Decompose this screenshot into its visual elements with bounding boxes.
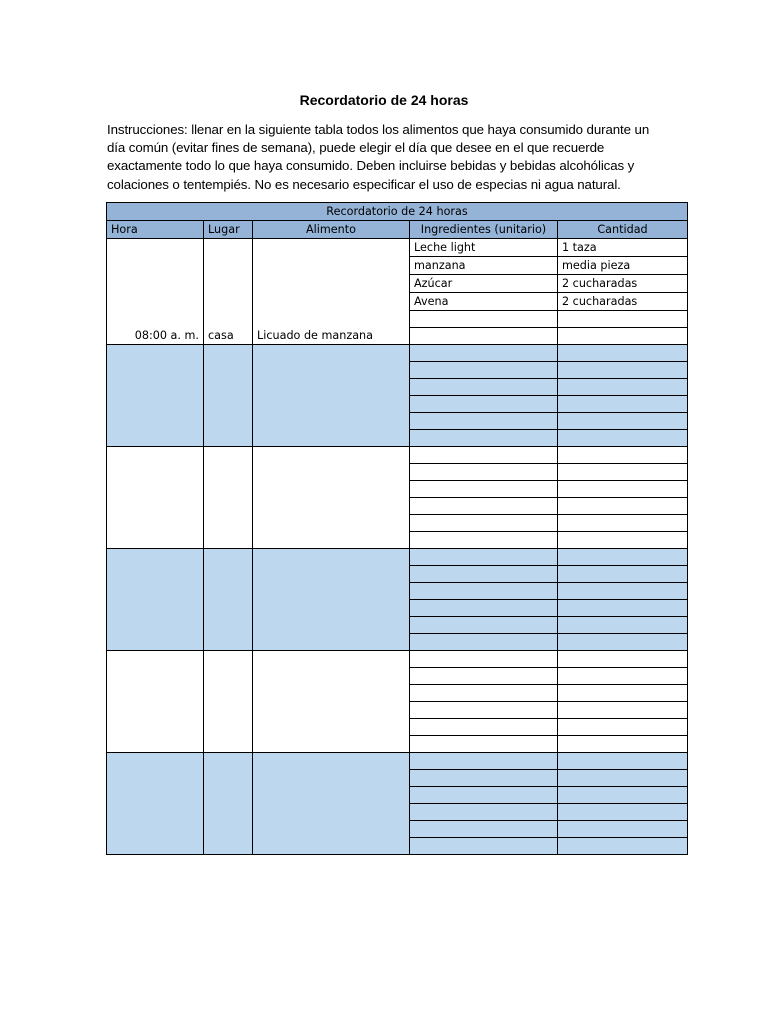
quantity-cell[interactable] [558,685,688,702]
quantity-cell[interactable]: 2 cucharadas [558,293,688,311]
ingredient-cell[interactable]: Leche light [410,239,558,257]
ingredient-cell[interactable] [410,821,558,838]
ingredient-cell[interactable] [410,634,558,651]
quantity-cell[interactable] [558,379,688,396]
quantity-cell[interactable] [558,362,688,379]
ingredient-cell[interactable] [410,719,558,736]
recall-table [106,202,688,855]
quantity-cell[interactable] [558,617,688,634]
table-row [107,549,688,566]
quantity-cell[interactable] [558,668,688,685]
ingredient-cell[interactable] [410,685,558,702]
quantity-cell[interactable] [558,549,688,566]
table-header-row [107,221,688,239]
meal-alimento-cell[interactable]: Licuado de manzana [253,239,410,345]
ingredient-cell[interactable]: manzana [410,257,558,275]
table-title: Recordatorio de 24 horas [107,203,688,221]
quantity-cell[interactable] [558,311,688,328]
ingredient-cell[interactable] [410,396,558,413]
quantity-cell[interactable] [558,515,688,532]
ingredient-cell[interactable] [410,770,558,787]
ingredient-cell[interactable] [410,600,558,617]
header-cantidad: Cantidad [558,221,688,239]
header-ingredientes: Ingredientes (unitario) [410,221,558,239]
table-title-row [107,203,688,221]
ingredient-cell[interactable] [410,804,558,821]
meal-alimento-cell[interactable] [253,549,410,651]
quantity-cell[interactable] [558,396,688,413]
meal-hora-cell[interactable] [107,447,204,549]
meal-alimento-cell[interactable] [253,447,410,549]
meal-hora-cell[interactable] [107,753,204,855]
ingredient-cell[interactable] [410,430,558,447]
meal-alimento-cell[interactable] [253,651,410,753]
meal-lugar-cell[interactable] [204,447,253,549]
ingredient-cell[interactable] [410,838,558,855]
quantity-cell[interactable]: media pieza [558,257,688,275]
header-lugar: Lugar [204,221,253,239]
quantity-cell[interactable] [558,600,688,617]
quantity-cell[interactable] [558,702,688,719]
ingredient-cell[interactable] [410,362,558,379]
meal-hora-cell[interactable] [107,651,204,753]
meal-alimento-cell[interactable] [253,753,410,855]
meal-hora-cell[interactable]: 08:00 a. m. [107,239,204,345]
quantity-cell[interactable] [558,532,688,549]
table-row [107,651,688,668]
meal-lugar-cell[interactable] [204,345,253,447]
table-row [107,239,688,257]
meal-lugar-cell[interactable] [204,753,253,855]
ingredient-cell[interactable] [410,447,558,464]
ingredient-cell[interactable] [410,583,558,600]
meal-hora-cell[interactable] [107,549,204,651]
quantity-cell[interactable] [558,753,688,770]
quantity-cell[interactable] [558,481,688,498]
ingredient-cell[interactable] [410,515,558,532]
table-row [107,753,688,770]
ingredient-cell[interactable] [410,668,558,685]
meal-lugar-cell[interactable] [204,549,253,651]
ingredient-cell[interactable] [410,566,558,583]
table-row [107,447,688,464]
quantity-cell[interactable] [558,413,688,430]
ingredient-cell[interactable] [410,753,558,770]
meal-alimento-cell[interactable] [253,345,410,447]
header-hora: Hora [107,221,204,239]
ingredient-cell[interactable] [410,481,558,498]
quantity-cell[interactable] [558,838,688,855]
quantity-cell[interactable] [558,464,688,481]
meal-hora-cell[interactable] [107,345,204,447]
quantity-cell[interactable] [558,447,688,464]
header-alimento: Alimento [253,221,410,239]
ingredient-cell[interactable] [410,651,558,668]
ingredient-cell[interactable] [410,464,558,481]
page-title: Recordatorio de 24 horas [299,92,469,108]
quantity-cell[interactable] [558,787,688,804]
quantity-cell[interactable] [558,328,688,345]
ingredient-cell[interactable] [410,736,558,753]
quantity-cell[interactable] [558,719,688,736]
ingredient-cell[interactable] [410,328,558,345]
quantity-cell[interactable]: 2 cucharadas [558,275,688,293]
meal-lugar-cell[interactable] [204,651,253,753]
ingredient-cell[interactable] [410,549,558,566]
ingredient-cell[interactable]: Avena [410,293,558,311]
quantity-cell[interactable] [558,430,688,447]
meal-body [107,239,688,855]
ingredient-cell[interactable] [410,379,558,396]
quantity-cell[interactable] [558,736,688,753]
ingredient-cell[interactable]: Azúcar [410,275,558,293]
ingredient-cell[interactable] [410,498,558,515]
quantity-cell[interactable] [558,583,688,600]
quantity-cell[interactable] [558,804,688,821]
meal-lugar-cell[interactable]: casa [204,239,253,345]
quantity-cell[interactable] [558,345,688,362]
quantity-cell[interactable] [558,821,688,838]
instructions-paragraph: Instrucciones: llenar en la siguiente tabla todos los alimentos que haya consumido durante un día común (evitar fines de semana), puede elegir el día que desee en el que recuerde exactamente todo lo que haya consumido. Deben incluirse bebidas y bebidas alcohólicas y colaciones o tentempiés. No es necesario especificar el uso de especias ni agua natural. [107,122,650,192]
quantity-cell[interactable]: 1 taza [558,239,688,257]
ingredient-cell[interactable] [410,702,558,719]
ingredient-cell[interactable] [410,311,558,328]
quantity-cell[interactable] [558,634,688,651]
ingredient-cell[interactable] [410,413,558,430]
table-row [107,345,688,362]
ingredient-cell[interactable] [410,617,558,634]
quantity-cell[interactable] [558,566,688,583]
ingredient-cell[interactable] [410,787,558,804]
ingredient-cell[interactable] [410,345,558,362]
quantity-cell[interactable] [558,770,688,787]
quantity-cell[interactable] [558,498,688,515]
ingredient-cell[interactable] [410,532,558,549]
quantity-cell[interactable] [558,651,688,668]
